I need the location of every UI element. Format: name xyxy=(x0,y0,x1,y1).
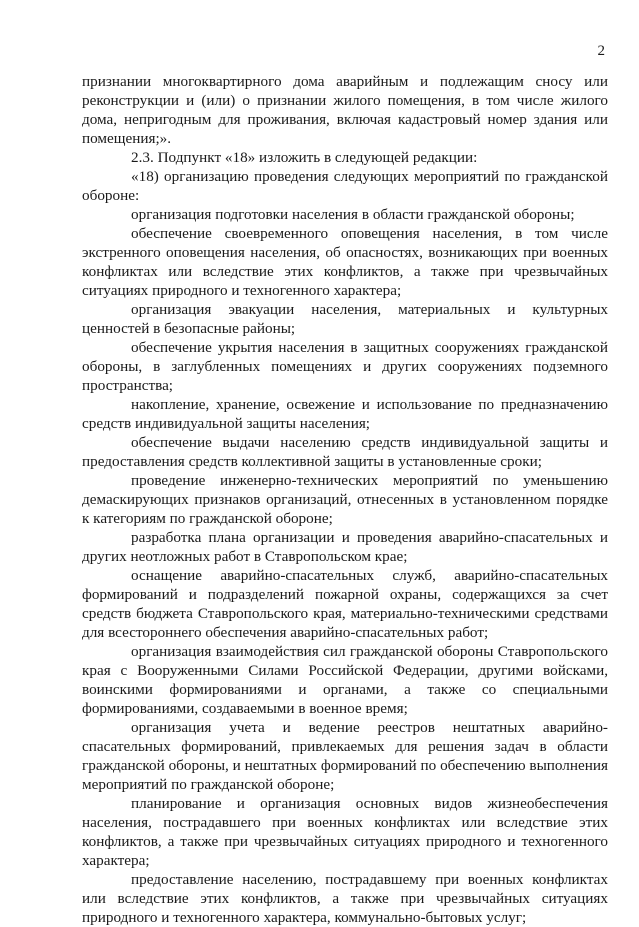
paragraph-list-item: обеспечение своевременного оповещения населения, в том числе экстренного оповещения населения, об опасностях, возникающих при военных конфликтах или вследствие этих конфликтов, а также при чрезвычайных ситуациях природного и техногенного характера; xyxy=(82,225,608,299)
page-number: 2 xyxy=(597,43,605,59)
paragraph-list-item: обеспечение выдачи населению средств индивидуальной защиты и предоставления средств коллективной защиты в установленные сроки; xyxy=(82,434,608,470)
paragraph-list-item: организация взаимодействия сил гражданской обороны Ставропольского края с Вооруженными Силами Российской Федерации, другими войсками, воинскими формированиями и органами, а также со специальными формированиями, создаваемыми в военное время; xyxy=(82,643,608,717)
paragraph-continuation: признании многоквартирного дома аварийным и подлежащим сносу или реконструкции и (или) о признании жилого помещения, в том числе жилого дома, непригодным для проживания, включая кадастровый номер здания или помещения;». xyxy=(82,73,608,147)
paragraph-list-item: обеспечение укрытия населения в защитных сооружениях гражданской обороны, в заглубленных помещениях и других сооружениях подземного пространства; xyxy=(82,339,608,394)
paragraph-list-item: предоставление населению, пострадавшему при военных конфликтах или вследствие этих конфликтов, а также при чрезвычайных ситуациях природного и техногенного характера, коммунально-бытовых услуг; xyxy=(82,871,608,926)
paragraph-list-item: оснащение аварийно-спасательных служб, аварийно-спасательных формирований и подразделений пожарной охраны, содержащихся за счет средств бюджета Ставропольского края, материально-техническими средствами для всестороннего обеспечения аварийно-спасательных работ; xyxy=(82,567,608,641)
paragraph-list-item: проведение инженерно-технических мероприятий по уменьшению демаскирующих признаков организаций, отнесенных в установленном порядке к категориям по гражданской обороне; xyxy=(82,472,608,527)
paragraph-list-item: организация учета и ведение реестров нештатных аварийно-спасательных формирований, привлекаемых для решения задач в области гражданской обороны, и нештатных формирований по обеспечению выполнения мероприятий по гражданской обороне; xyxy=(82,719,608,793)
paragraph-subclause-2-3: 2.3. Подпункт «18» изложить в следующей редакции: xyxy=(131,149,478,166)
paragraph-list-item: разработка плана организации и проведения аварийно-спасательных и других неотложных работ в Ставропольском крае; xyxy=(82,529,608,565)
paragraph-list-item: организация подготовки населения в области гражданской обороны; xyxy=(131,206,575,223)
paragraph-list-item: организация эвакуации населения, материальных и культурных ценностей в безопасные районы; xyxy=(82,301,608,337)
paragraph-item-18: «18) организацию проведения следующих мероприятий по гражданской обороне: xyxy=(82,168,608,204)
paragraph-list-item: накопление, хранение, освежение и использование по предназначению средств индивидуальной защиты населения; xyxy=(82,396,608,432)
paragraph-list-item: планирование и организация основных видов жизнеобеспечения населения, пострадавшего при военных конфликтах или вследствие этих конфликтов, а также при чрезвычайных ситуациях природного и техногенного характера; xyxy=(82,795,608,869)
document-body xyxy=(82,72,608,927)
